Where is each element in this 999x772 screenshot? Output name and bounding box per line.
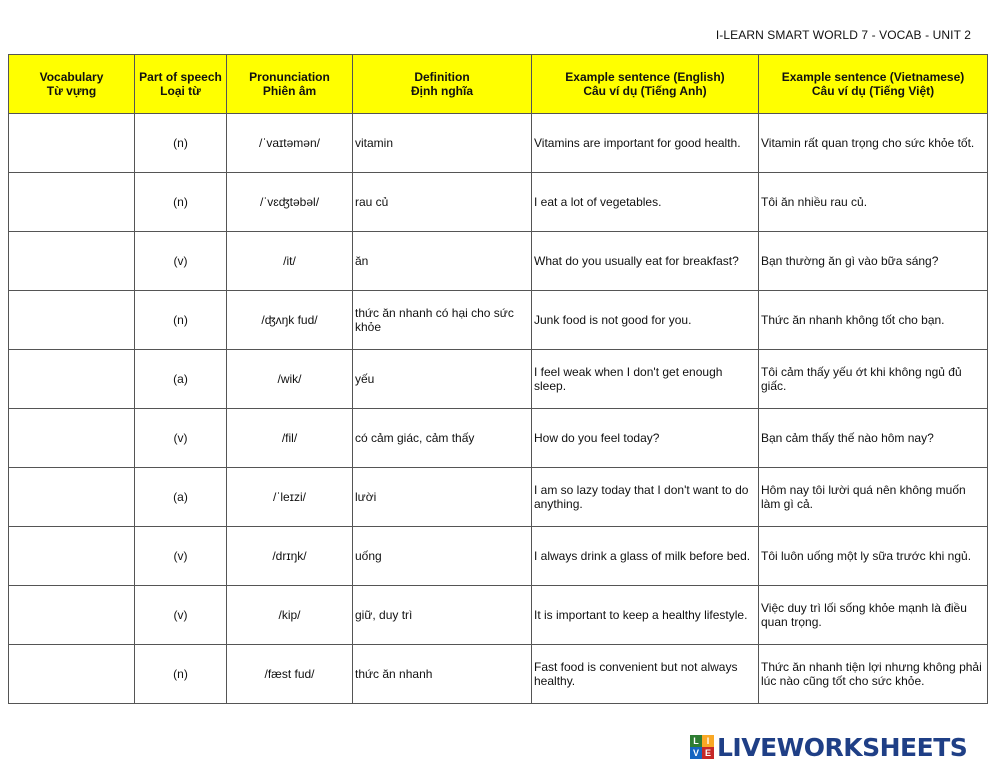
header-definition: [353, 55, 532, 114]
liveworksheets-logo-icon: [690, 735, 714, 759]
vocabulary-answer-cell[interactable]: [9, 350, 135, 409]
header-label-vi: Định nghĩa: [411, 84, 473, 98]
header-vocabulary: [9, 55, 135, 114]
example-vietnamese-cell: Vitamin rất quan trọng cho sức khỏe tốt.: [759, 114, 988, 173]
definition-cell: lười: [353, 468, 532, 527]
pronunciation-cell: /fæst fud/: [227, 645, 353, 704]
table-row: [9, 409, 988, 468]
definition-cell: ăn: [353, 232, 532, 291]
definition-cell: có cảm giác, cảm thấy: [353, 409, 532, 468]
part-of-speech-cell: (a): [135, 350, 227, 409]
example-english-cell: What do you usually eat for breakfast?: [532, 232, 759, 291]
definition-cell: vitamin: [353, 114, 532, 173]
definition-cell: uống: [353, 527, 532, 586]
vocabulary-answer-cell[interactable]: [9, 173, 135, 232]
table-row: [9, 114, 988, 173]
header-label-en: Example sentence (Vietnamese): [781, 70, 965, 84]
header-label-en: Part of speech: [139, 70, 222, 84]
vocabulary-answer-cell[interactable]: [9, 527, 135, 586]
vocabulary-answer-cell[interactable]: [9, 114, 135, 173]
example-english-cell: Junk food is not good for you.: [532, 291, 759, 350]
header-label-en: Pronunciation: [249, 70, 330, 84]
vocabulary-answer-cell[interactable]: [9, 232, 135, 291]
example-vietnamese-cell: Hôm nay tôi lười quá nên không muốn làm gì cả.: [759, 468, 988, 527]
table-row: [9, 468, 988, 527]
header-label-vi: Phiên âm: [262, 84, 317, 98]
pronunciation-cell: /it/: [227, 232, 353, 291]
document-title: I-LEARN SMART WORLD 7 - VOCAB - UNIT 2: [715, 28, 971, 42]
header-pronunciation: [227, 55, 353, 114]
example-vietnamese-cell: Bạn thường ăn gì vào bữa sáng?: [759, 232, 988, 291]
liveworksheets-logo: [690, 732, 967, 762]
example-vietnamese-cell: Bạn cảm thấy thế nào hôm nay?: [759, 409, 988, 468]
header-example-english: [532, 55, 759, 114]
example-english-cell: I always drink a glass of milk before bed.: [532, 527, 759, 586]
logo-tile: V: [690, 747, 702, 759]
pronunciation-cell: /kip/: [227, 586, 353, 645]
vocabulary-table: [8, 54, 988, 704]
logo-tile: L: [690, 735, 702, 747]
part-of-speech-cell: (v): [135, 232, 227, 291]
example-vietnamese-cell: Tôi cảm thấy yếu ớt khi không ngủ đủ giấc.: [759, 350, 988, 409]
logo-tile: E: [702, 747, 714, 759]
pronunciation-cell: /fil/: [227, 409, 353, 468]
table-header-row: [9, 55, 988, 114]
example-vietnamese-cell: Thức ăn nhanh tiện lợi nhưng không phải lúc nào cũng tốt cho sức khỏe.: [759, 645, 988, 704]
example-english-cell: It is important to keep a healthy lifestyle.: [532, 586, 759, 645]
part-of-speech-cell: (v): [135, 586, 227, 645]
example-english-cell: I feel weak when I don't get enough sleep.: [532, 350, 759, 409]
pronunciation-cell: /ˈvɛʤtəbəl/: [227, 173, 353, 232]
table-row: [9, 645, 988, 704]
part-of-speech-cell: (n): [135, 114, 227, 173]
example-vietnamese-cell: Thức ăn nhanh không tốt cho bạn.: [759, 291, 988, 350]
part-of-speech-cell: (n): [135, 645, 227, 704]
table-row: [9, 291, 988, 350]
vocabulary-answer-cell[interactable]: [9, 409, 135, 468]
example-english-cell: Fast food is convenient but not always healthy.: [532, 645, 759, 704]
example-english-cell: Vitamins are important for good health.: [532, 114, 759, 173]
example-vietnamese-cell: Tôi ăn nhiều rau củ.: [759, 173, 988, 232]
header-label-en: Vocabulary: [39, 70, 104, 84]
header-label-vi: Từ vựng: [46, 84, 97, 98]
table-row: [9, 527, 988, 586]
vocabulary-answer-cell[interactable]: [9, 586, 135, 645]
definition-cell: thức ăn nhanh có hại cho sức khỏe: [353, 291, 532, 350]
pronunciation-cell: /ʤʌŋk fud/: [227, 291, 353, 350]
definition-cell: thức ăn nhanh: [353, 645, 532, 704]
part-of-speech-cell: (v): [135, 409, 227, 468]
example-vietnamese-cell: Tôi luôn uống một ly sữa trước khi ngủ.: [759, 527, 988, 586]
header-example-vietnamese: [759, 55, 988, 114]
table-row: [9, 350, 988, 409]
vocabulary-answer-cell[interactable]: [9, 291, 135, 350]
pronunciation-cell: /wik/: [227, 350, 353, 409]
table-row: [9, 586, 988, 645]
part-of-speech-cell: (n): [135, 173, 227, 232]
header-label-vi: Loại từ: [160, 84, 201, 98]
definition-cell: rau củ: [353, 173, 532, 232]
part-of-speech-cell: (n): [135, 291, 227, 350]
header-label-en: Definition: [414, 70, 470, 84]
table-row: [9, 232, 988, 291]
definition-cell: giữ, duy trì: [353, 586, 532, 645]
header-part-of-speech: [135, 55, 227, 114]
pronunciation-cell: /drɪŋk/: [227, 527, 353, 586]
pronunciation-cell: /ˈvaɪtəmən/: [227, 114, 353, 173]
vocabulary-answer-cell[interactable]: [9, 645, 135, 704]
example-english-cell: I eat a lot of vegetables.: [532, 173, 759, 232]
example-english-cell: I am so lazy today that I don't want to do anything.: [532, 468, 759, 527]
header-label-en: Example sentence (English): [565, 70, 725, 84]
example-vietnamese-cell: Việc duy trì lối sống khỏe mạnh là điều quan trọng.: [759, 586, 988, 645]
vocabulary-answer-cell[interactable]: [9, 468, 135, 527]
pronunciation-cell: /ˈleɪzi/: [227, 468, 353, 527]
example-english-cell: How do you feel today?: [532, 409, 759, 468]
header-label-vi: Câu ví dụ (Tiếng Việt): [811, 84, 935, 98]
liveworksheets-logo-text: LIVEWORKSHEETS: [717, 732, 968, 762]
part-of-speech-cell: (a): [135, 468, 227, 527]
definition-cell: yếu: [353, 350, 532, 409]
table-row: [9, 173, 988, 232]
part-of-speech-cell: (v): [135, 527, 227, 586]
logo-tile: I: [702, 735, 714, 747]
header-label-vi: Câu ví dụ (Tiếng Anh): [583, 84, 707, 98]
